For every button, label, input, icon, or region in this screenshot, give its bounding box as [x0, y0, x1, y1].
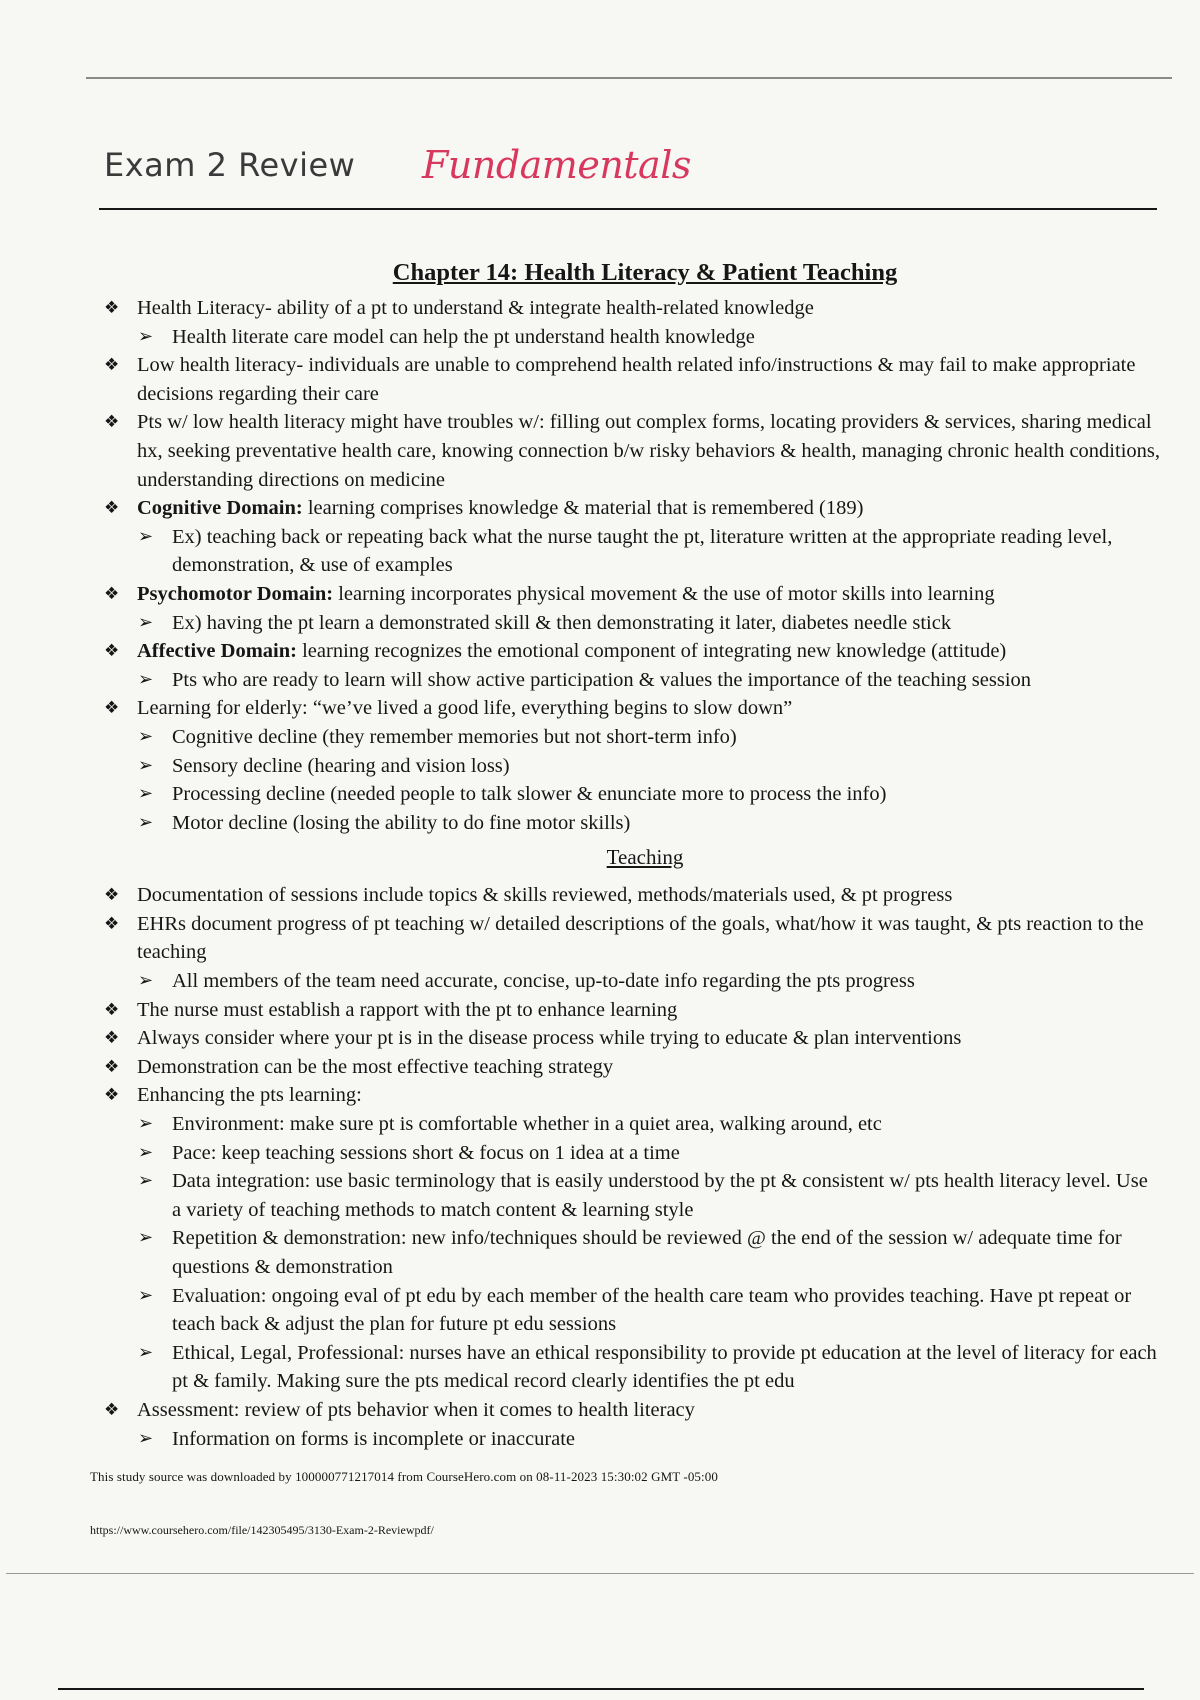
bullet-item	[100, 408, 1160, 494]
sub-bullet-item	[100, 1110, 1160, 1139]
bullet-text: Health Literacy- ability of a pt to understand & integrate health-related knowledge	[137, 297, 814, 319]
diamond-bullet-icon: ❖	[104, 412, 120, 433]
sub-bullet-item	[100, 1167, 1160, 1224]
bullet-text: Health literate care model can help the pt understand health knowledge	[172, 325, 755, 348]
arrow-bullet-icon: ➢	[138, 970, 154, 992]
arrow-bullet-icon: ➢	[138, 1113, 154, 1135]
arrow-bullet-icon: ➢	[138, 1284, 154, 1306]
bullet-text: Motor decline (losing the ability to do fine motor skills)	[172, 811, 631, 834]
bullet-text: Pts w/ low health literacy might have troubles w/: filling out complex forms, locating providers & services, sharing medical hx, seeking preventative health care, knowing connection b/w risky behaviors & health, managing chronic health conditions, understanding directions on medicine	[137, 411, 1160, 491]
sub-bullet-item	[100, 1224, 1160, 1281]
bullet-text: Evaluation: ongoing eval of pt edu by each member of the health care team who provides teaching. Have pt repeat or teach back & adjust the plan for future pt edu sessions	[172, 1284, 1132, 1336]
arrow-bullet-icon: ➢	[138, 1227, 154, 1249]
bullet-text: learning recognizes the emotional component of integrating new knowledge (attitude)	[296, 640, 1007, 663]
bullet-item	[100, 1396, 1160, 1425]
sub-bullet-item	[100, 523, 1160, 580]
title-rule	[99, 208, 1157, 210]
bullet-text: The nurse must establish a rapport with the pt to enhance learning	[137, 998, 678, 1021]
bullet-text: Data integration: use basic terminology that is easily understood by the pt & consistent w/ pts health literacy level. Use a variety of teaching methods to match content & learning style	[172, 1170, 1148, 1221]
bullet-text: learning incorporates physical movement & the use of motor skills into learning	[333, 582, 995, 605]
bullet-text: Processing decline (needed people to talk slower & enunciate more to process the info)	[172, 783, 887, 806]
sub-bullet-item	[100, 666, 1160, 695]
bullet-text: Ex) teaching back or repeating back what the nurse taught the pt, literature written at the appropriate reading level, demonstration, & use of examples	[172, 525, 1113, 577]
bullet-text: Pace: keep teaching sessions short & focus on 1 idea at a time	[172, 1141, 680, 1164]
bullet-text: Learning for elderly: “we’ve lived a good life, everything begins to slow down”	[137, 697, 793, 720]
diamond-bullet-icon: ❖	[104, 999, 120, 1020]
arrow-bullet-icon: ➢	[138, 754, 154, 776]
bullet-term: Affective Domain:	[137, 640, 297, 663]
diamond-bullet-icon: ❖	[104, 913, 120, 934]
diamond-bullet-icon: ❖	[104, 298, 120, 318]
bullet-term: Cognitive Domain:	[137, 497, 303, 520]
sub-bullet-item	[100, 967, 1160, 996]
sub-bullet-item	[100, 780, 1160, 809]
bullet-text: All members of the team need accurate, concise, up-to-date info regarding the pts progress	[172, 970, 915, 993]
bullet-text: Ex) having the pt learn a demonstrated skill & then demonstrating it later, diabetes needle stick	[172, 611, 952, 634]
document-title: Exam 2 Review	[104, 146, 356, 184]
handwritten-subject: Fundamentals	[422, 143, 691, 187]
arrow-bullet-icon: ➢	[138, 725, 154, 747]
bullet-item	[100, 1053, 1160, 1082]
arrow-bullet-icon: ➢	[138, 1427, 154, 1449]
sub-bullet-item	[100, 323, 1160, 352]
sub-bullet-item	[100, 1339, 1160, 1396]
bullet-text: Enhancing the pts learning:	[137, 1084, 362, 1107]
next-page-rule	[58, 1688, 1144, 1690]
diamond-bullet-icon: ❖	[104, 1399, 120, 1420]
arrow-bullet-icon: ➢	[138, 325, 154, 347]
bullet-item	[100, 694, 1160, 723]
chapter-heading: Chapter 14: Health Literacy & Patient Teaching	[392, 259, 898, 286]
bullet-item	[100, 881, 1160, 910]
diamond-bullet-icon: ❖	[104, 1056, 120, 1077]
diamond-bullet-icon: ❖	[104, 583, 120, 604]
arrow-bullet-icon: ➢	[138, 811, 154, 833]
sub-bullet-item	[100, 1425, 1160, 1454]
arrow-bullet-icon: ➢	[138, 668, 154, 690]
bullet-text: EHRs document progress of pt teaching w/ detailed descriptions of the goals, what/how it was taught, & pts reaction to the teaching	[137, 912, 1144, 964]
bullet-text: Information on forms is incomplete or inaccurate	[172, 1427, 576, 1450]
sub-bullet-item	[100, 809, 1160, 838]
bullet-text: learning comprises knowledge & material that is remembered (189)	[302, 497, 864, 520]
arrow-bullet-icon: ➢	[138, 1141, 154, 1163]
bullet-item	[100, 637, 1160, 666]
notes-body	[100, 256, 1160, 1453]
arrow-bullet-icon: ➢	[138, 783, 154, 805]
source-note: This study source was downloaded by 100000771217014 from CourseHero.com on 08-11-2023 15:30:02 GMT -05:00	[90, 1469, 718, 1484]
sub-bullet-item	[100, 752, 1160, 781]
chapter-bullet-list	[100, 294, 1160, 837]
bullet-text: Repetition & demonstration: new info/techniques should be reviewed @ the end of the session w/ adequate time for questions & demonstration	[172, 1227, 1122, 1278]
page-bottom-rule	[6, 1573, 1194, 1574]
arrow-bullet-icon: ➢	[138, 525, 154, 547]
bullet-text: Cognitive decline (they remember memories but not short-term info)	[172, 725, 737, 748]
sub-bullet-item	[100, 1139, 1160, 1168]
sub-bullet-item	[100, 1282, 1160, 1339]
sub-bullet-item	[100, 609, 1160, 638]
bullet-text: Ethical, Legal, Professional: nurses have an ethical responsibility to provide pt education at the level of literacy for each pt & family. Making sure the pts medical record clearly identifies the pt edu	[172, 1341, 1157, 1393]
bullet-item	[100, 1024, 1160, 1053]
diamond-bullet-icon: ❖	[104, 355, 120, 376]
bullet-item	[100, 294, 1160, 323]
bullet-text: Environment: make sure pt is comfortable whether in a quiet area, walking around, etc	[172, 1113, 882, 1136]
diamond-bullet-icon: ❖	[104, 1028, 120, 1049]
bullet-text: Always consider where your pt is in the disease process while trying to educate & plan interventions	[137, 1027, 962, 1050]
diamond-bullet-icon: ❖	[104, 498, 120, 519]
source-url: https://www.coursehero.com/file/142305495/3130-Exam-2-Reviewpdf/	[90, 1523, 434, 1537]
teaching-bullet-list	[100, 881, 1160, 1453]
diamond-bullet-icon: ❖	[104, 1085, 120, 1106]
bullet-term: Psychomotor Domain:	[137, 582, 334, 605]
bullet-item	[100, 351, 1160, 408]
bullet-text: Documentation of sessions include topics & skills reviewed, methods/materials used, & pt progress	[137, 884, 953, 907]
diamond-bullet-icon: ❖	[104, 885, 120, 906]
bullet-item	[100, 996, 1160, 1025]
bullet-item	[100, 580, 1160, 609]
arrow-bullet-icon: ➢	[138, 1341, 154, 1363]
top-rule	[86, 77, 1172, 79]
bullet-item	[100, 910, 1160, 967]
diamond-bullet-icon: ❖	[104, 641, 120, 662]
diamond-bullet-icon: ❖	[104, 698, 120, 719]
bullet-text: Demonstration can be the most effective teaching strategy	[137, 1055, 614, 1078]
sub-bullet-item	[100, 723, 1160, 752]
bullet-text: Assessment: review of pts behavior when it comes to health literacy	[137, 1398, 695, 1421]
arrow-bullet-icon: ➢	[138, 1170, 154, 1192]
bullet-text: Pts who are ready to learn will show active participation & values the importance of the teaching session	[172, 668, 1032, 691]
bullet-item	[100, 494, 1160, 523]
arrow-bullet-icon: ➢	[138, 611, 154, 633]
bullet-text: Sensory decline (hearing and vision loss)	[172, 754, 510, 777]
bullet-item	[100, 1081, 1160, 1110]
bullet-text: Low health literacy- individuals are unable to comprehend health related info/instructions & may fail to make appropriate decisions regarding their care	[137, 354, 1136, 405]
teaching-heading: Teaching	[606, 845, 684, 870]
